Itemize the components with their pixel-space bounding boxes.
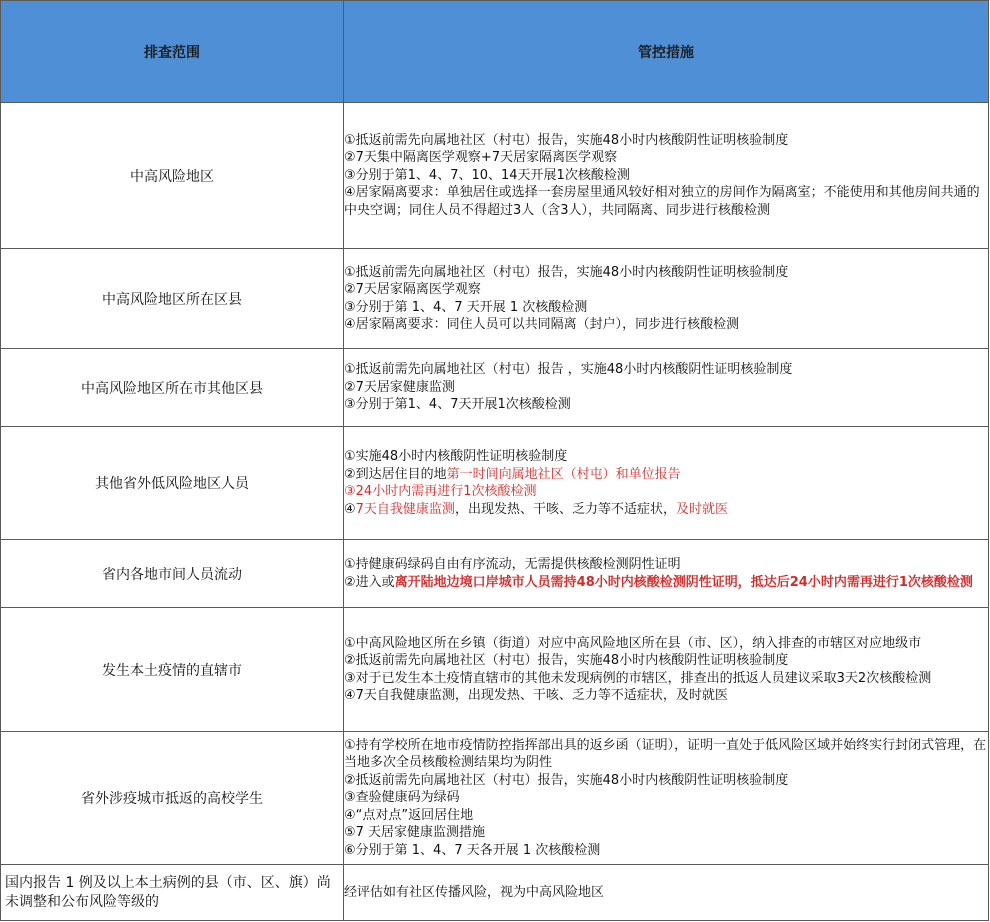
table-row xyxy=(1,865,989,921)
measure-line: ③分别于第1、4、7、10、14天开展1次核酸检测 xyxy=(344,167,630,183)
measure-line: ③分别于第1、4、7天开展1次核酸检测 xyxy=(344,397,571,413)
scope-cell: 省外涉疫城市抵返的高校学生 xyxy=(1,732,344,865)
table-header-row xyxy=(1,1,989,103)
table-row xyxy=(1,427,989,540)
measure-line: ①中高风险地区所在乡镇（街道）对应中高风险地区所在县（市、区），纳入排查的市辖区对应地级市 xyxy=(344,635,922,651)
measure-text: ②进入或 xyxy=(344,574,395,590)
highlighted-text: 7天自我健康监测 xyxy=(355,501,455,517)
measure-line: ④居家隔离要求：单独居住或选择一套房屋里通风较好相对独立的房间作为隔离室；不能使用和其他房间共通的中央空调；同住人员不得超过3人（含3人），共同隔离、同步进行核酸检测 xyxy=(344,185,980,218)
measure-line: ②7天居家隔离医学观察 xyxy=(344,282,481,297)
measure-line: ③对于已发生本土疫情直辖市的其他未发现病例的市辖区，排查出的抵返人员建议采取3天2次核酸检测 xyxy=(344,670,932,686)
measure-text: ④ xyxy=(344,501,356,517)
scope-cell: 国内报告 1 例及以上本土病例的县（市、区、旗）尚未调整和公布风险等级的 xyxy=(1,865,344,921)
table-row xyxy=(1,732,989,865)
measures-cell xyxy=(344,103,989,249)
measure-line: ④居家隔离要求：同住人员可以共同隔离（封户），同步进行核酸检测 xyxy=(344,317,740,332)
scope-cell: 中高风险地区 xyxy=(1,103,344,249)
highlighted-text: 离开陆地边境口岸城市人员需持48小时内核酸检测阴性证明，抵达后24小时内需再进行1次核酸检测 xyxy=(394,574,973,590)
measures-cell xyxy=(344,349,989,427)
measures-header: 管控措施 xyxy=(344,1,989,103)
table-row xyxy=(1,349,989,427)
measures-cell xyxy=(344,732,989,865)
measure-line: ②7天集中隔离医学观察+7天居家隔离医学观察 xyxy=(344,150,618,166)
measure-line: ①抵返前需先向属地社区（村屯）报告，实施48小时内核酸阴性证明核验制度 xyxy=(344,132,789,148)
table-row xyxy=(1,103,989,249)
measure-line: ①抵返前需先向属地社区（村屯）报告 ，实施48小时内核酸阴性证明核验制度 xyxy=(344,362,793,378)
measures-cell xyxy=(344,427,989,540)
measures-cell xyxy=(344,249,989,349)
measure-line: ①实施48小时内核酸阴性证明核验制度 xyxy=(344,449,568,464)
highlighted-text: 及时就医 xyxy=(675,501,728,517)
measure-line: ①抵返前需先向属地社区（村屯）报告，实施48小时内核酸阴性证明核验制度 xyxy=(344,264,789,280)
measure-line: ①持有学校所在地市疫情防控指挥部出具的返乡函（证明），证明一直处于低风险区域并始终实行封闭式管理，在当地多次全员核酸检测结果均为阴性 xyxy=(344,737,987,771)
measure-line: ③查验健康码为绿码 xyxy=(344,790,460,806)
scope-cell: 中高风险地区所在市其他区县 xyxy=(1,349,344,427)
measure-line xyxy=(344,574,988,592)
table-row xyxy=(1,540,989,608)
scope-cell: 其他省外低风险地区人员 xyxy=(1,427,344,540)
measure-line: ②7天居家健康监测 xyxy=(344,379,455,395)
table-row xyxy=(1,249,989,349)
measure-text: ②到达居住目的地 xyxy=(344,466,447,482)
measure-line xyxy=(344,501,988,519)
measure-line: 经评估如有社区传播风险，视为中高风险地区 xyxy=(344,884,605,900)
measure-line xyxy=(344,466,988,484)
measures-cell xyxy=(344,540,989,608)
scope-header: 排查范围 xyxy=(1,1,344,103)
highlighted-text: 第一时间向属地社区（村屯）和单位报告 xyxy=(446,466,681,482)
measure-line: ④“点对点”返回居住地 xyxy=(344,807,474,823)
measure-line: ⑥分别于第 1、4、7 天各开展 1 次核酸检测 xyxy=(344,842,601,858)
measure-line: ②抵返前需先向属地社区（村屯）报告，实施48小时内核酸阴性证明核验制度 xyxy=(344,653,789,668)
table-row xyxy=(1,608,989,732)
measure-line: ③分别于第 1、4、7 天开展 1 次核酸检测 xyxy=(344,299,588,315)
measure-text: ，出现发热、干咳、乏力等不适症状， xyxy=(454,501,676,517)
measure-line: ⑤7 天居家健康监测措施 xyxy=(344,825,486,841)
measures-cell xyxy=(344,608,989,732)
measure-line: ④7天自我健康监测，出现发热、干咳、乏力等不适症状，及时就医 xyxy=(344,688,728,703)
highlighted-line: ③24小时内需再进行1次核酸检测 xyxy=(344,484,537,499)
measures-cell xyxy=(344,865,989,921)
scope-cell: 省内各地市间人员流动 xyxy=(1,540,344,608)
scope-cell: 中高风险地区所在区县 xyxy=(1,249,344,349)
scope-cell: 发生本土疫情的直辖市 xyxy=(1,608,344,732)
measure-line: ②抵返前需先向属地社区（村屯）报告，实施48小时内核酸阴性证明核验制度 xyxy=(344,772,789,788)
measure-line: ①持健康码绿码自由有序流动，无需提供核酸检测阴性证明 xyxy=(344,557,681,572)
